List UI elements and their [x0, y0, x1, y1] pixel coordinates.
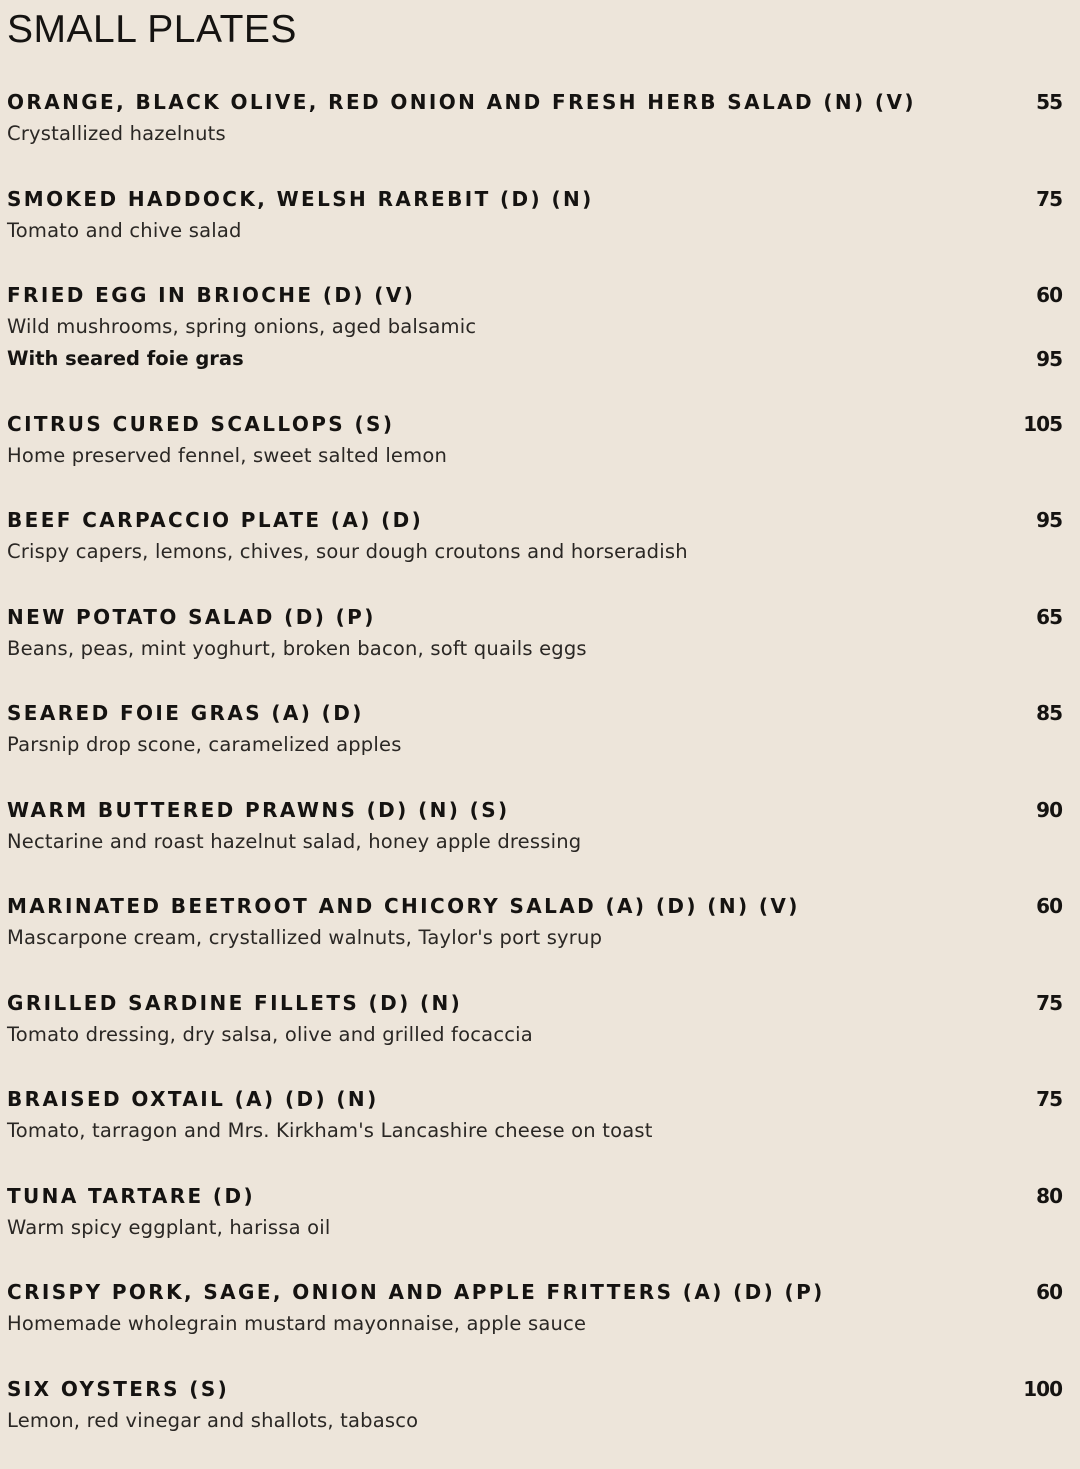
- menu-item: [0, 987, 1080, 1084]
- dish-description: Mascarpone cream, crystallized walnuts, Taylor's port syrup: [7, 922, 602, 954]
- description-row: [0, 536, 1080, 568]
- extra-option-row: [0, 343, 1080, 375]
- dish-name: ORANGE, BLACK OLIVE, RED ONION AND FRESH HERB SALAD (N) (V): [7, 86, 916, 118]
- dish-row: [0, 1180, 1080, 1212]
- dish-name: GRILLED SARDINE FILLETS (D) (N): [7, 987, 462, 1019]
- dish-row: [0, 794, 1080, 826]
- menu-item: [0, 890, 1080, 987]
- dish-name: TUNA TARTARE (D): [7, 1180, 255, 1212]
- dish-price: 60: [1036, 279, 1062, 311]
- menu-item: [0, 1276, 1080, 1373]
- page-title: SMALL PLATES: [7, 8, 297, 52]
- dish-row: [0, 1276, 1080, 1308]
- dish-price: 75: [1036, 1083, 1062, 1115]
- dish-price: 80: [1036, 1180, 1062, 1212]
- dish-row: [0, 987, 1080, 1019]
- dish-name: NEW POTATO SALAD (D) (P): [7, 601, 376, 633]
- description-row: [0, 440, 1080, 472]
- dish-row: [0, 601, 1080, 633]
- dish-name: SEARED FOIE GRAS (A) (D): [7, 697, 364, 729]
- dish-description: Tomato, tarragon and Mrs. Kirkham's Lancashire cheese on toast: [7, 1115, 653, 1147]
- dish-name: WARM BUTTERED PRAWNS (D) (N) (S): [7, 794, 510, 826]
- dish-description: Homemade wholegrain mustard mayonnaise, apple sauce: [7, 1308, 586, 1340]
- dish-price: 100: [1023, 1373, 1062, 1405]
- dish-row: [0, 183, 1080, 215]
- description-row: [0, 729, 1080, 761]
- dish-row: [0, 1373, 1080, 1405]
- dish-price: 95: [1036, 504, 1062, 536]
- dish-name: SMOKED HADDOCK, WELSH RAREBIT (D) (N): [7, 183, 594, 215]
- dish-row: [0, 504, 1080, 536]
- menu-list: [0, 86, 1080, 1469]
- menu-item: [0, 408, 1080, 505]
- dish-description: Lemon, red vinegar and shallots, tabasco: [7, 1405, 418, 1437]
- description-row: [0, 826, 1080, 858]
- menu-item: [0, 1083, 1080, 1180]
- menu-item: [0, 86, 1080, 183]
- dish-row: [0, 890, 1080, 922]
- dish-name: SIX OYSTERS (S): [7, 1373, 229, 1405]
- dish-name: CITRUS CURED SCALLOPS (S): [7, 408, 394, 440]
- description-row: [0, 215, 1080, 247]
- extra-option-price: 95: [1036, 343, 1062, 375]
- dish-price: 90: [1036, 794, 1062, 826]
- description-row: [0, 118, 1080, 150]
- menu-item: [0, 697, 1080, 794]
- dish-row: [0, 279, 1080, 311]
- description-row: [0, 1019, 1080, 1051]
- dish-description: Crystallized hazelnuts: [7, 118, 226, 150]
- dish-description: Beans, peas, mint yoghurt, broken bacon, soft quails eggs: [7, 633, 587, 665]
- dish-name: BRAISED OXTAIL (A) (D) (N): [7, 1083, 379, 1115]
- dish-description: Nectarine and roast hazelnut salad, honey apple dressing: [7, 826, 581, 858]
- dish-row: [0, 86, 1080, 118]
- extra-option-label: With seared foie gras: [7, 343, 244, 375]
- dish-row: [0, 697, 1080, 729]
- menu-item: [0, 504, 1080, 601]
- dish-name: CRISPY PORK, SAGE, ONION AND APPLE FRITTERS (A) (D) (P): [7, 1276, 825, 1308]
- dish-name: BEEF CARPACCIO PLATE (A) (D): [7, 504, 423, 536]
- dish-price: 55: [1036, 86, 1062, 118]
- dish-name: FRIED EGG IN BRIOCHE (D) (V): [7, 279, 415, 311]
- dish-price: 105: [1023, 408, 1062, 440]
- dish-description: Parsnip drop scone, caramelized apples: [7, 729, 402, 761]
- description-row: [0, 633, 1080, 665]
- description-row: [0, 1115, 1080, 1147]
- dish-row: [0, 408, 1080, 440]
- dish-description: Crispy capers, lemons, chives, sour dough croutons and horseradish: [7, 536, 688, 568]
- menu-item: [0, 1373, 1080, 1469]
- dish-price: 75: [1036, 183, 1062, 215]
- menu-item: [0, 601, 1080, 698]
- description-row: [0, 1405, 1080, 1437]
- dish-row: [0, 1083, 1080, 1115]
- dish-name: MARINATED BEETROOT AND CHICORY SALAD (A) (D) (N) (V): [7, 890, 800, 922]
- dish-description: Warm spicy eggplant, harissa oil: [7, 1212, 331, 1244]
- menu-item: [0, 183, 1080, 280]
- menu-item: [0, 794, 1080, 891]
- menu-item: [0, 1180, 1080, 1277]
- menu-item: [0, 279, 1080, 408]
- dish-description: Tomato and chive salad: [7, 215, 242, 247]
- dish-price: 65: [1036, 601, 1062, 633]
- dish-price: 60: [1036, 1276, 1062, 1308]
- description-row: [0, 1308, 1080, 1340]
- dish-description: Tomato dressing, dry salsa, olive and grilled focaccia: [7, 1019, 533, 1051]
- dish-price: 75: [1036, 987, 1062, 1019]
- description-row: [0, 1212, 1080, 1244]
- description-row: [0, 311, 1080, 343]
- dish-price: 85: [1036, 697, 1062, 729]
- dish-description: Wild mushrooms, spring onions, aged balsamic: [7, 311, 476, 343]
- description-row: [0, 922, 1080, 954]
- dish-price: 60: [1036, 890, 1062, 922]
- dish-description: Home preserved fennel, sweet salted lemon: [7, 440, 447, 472]
